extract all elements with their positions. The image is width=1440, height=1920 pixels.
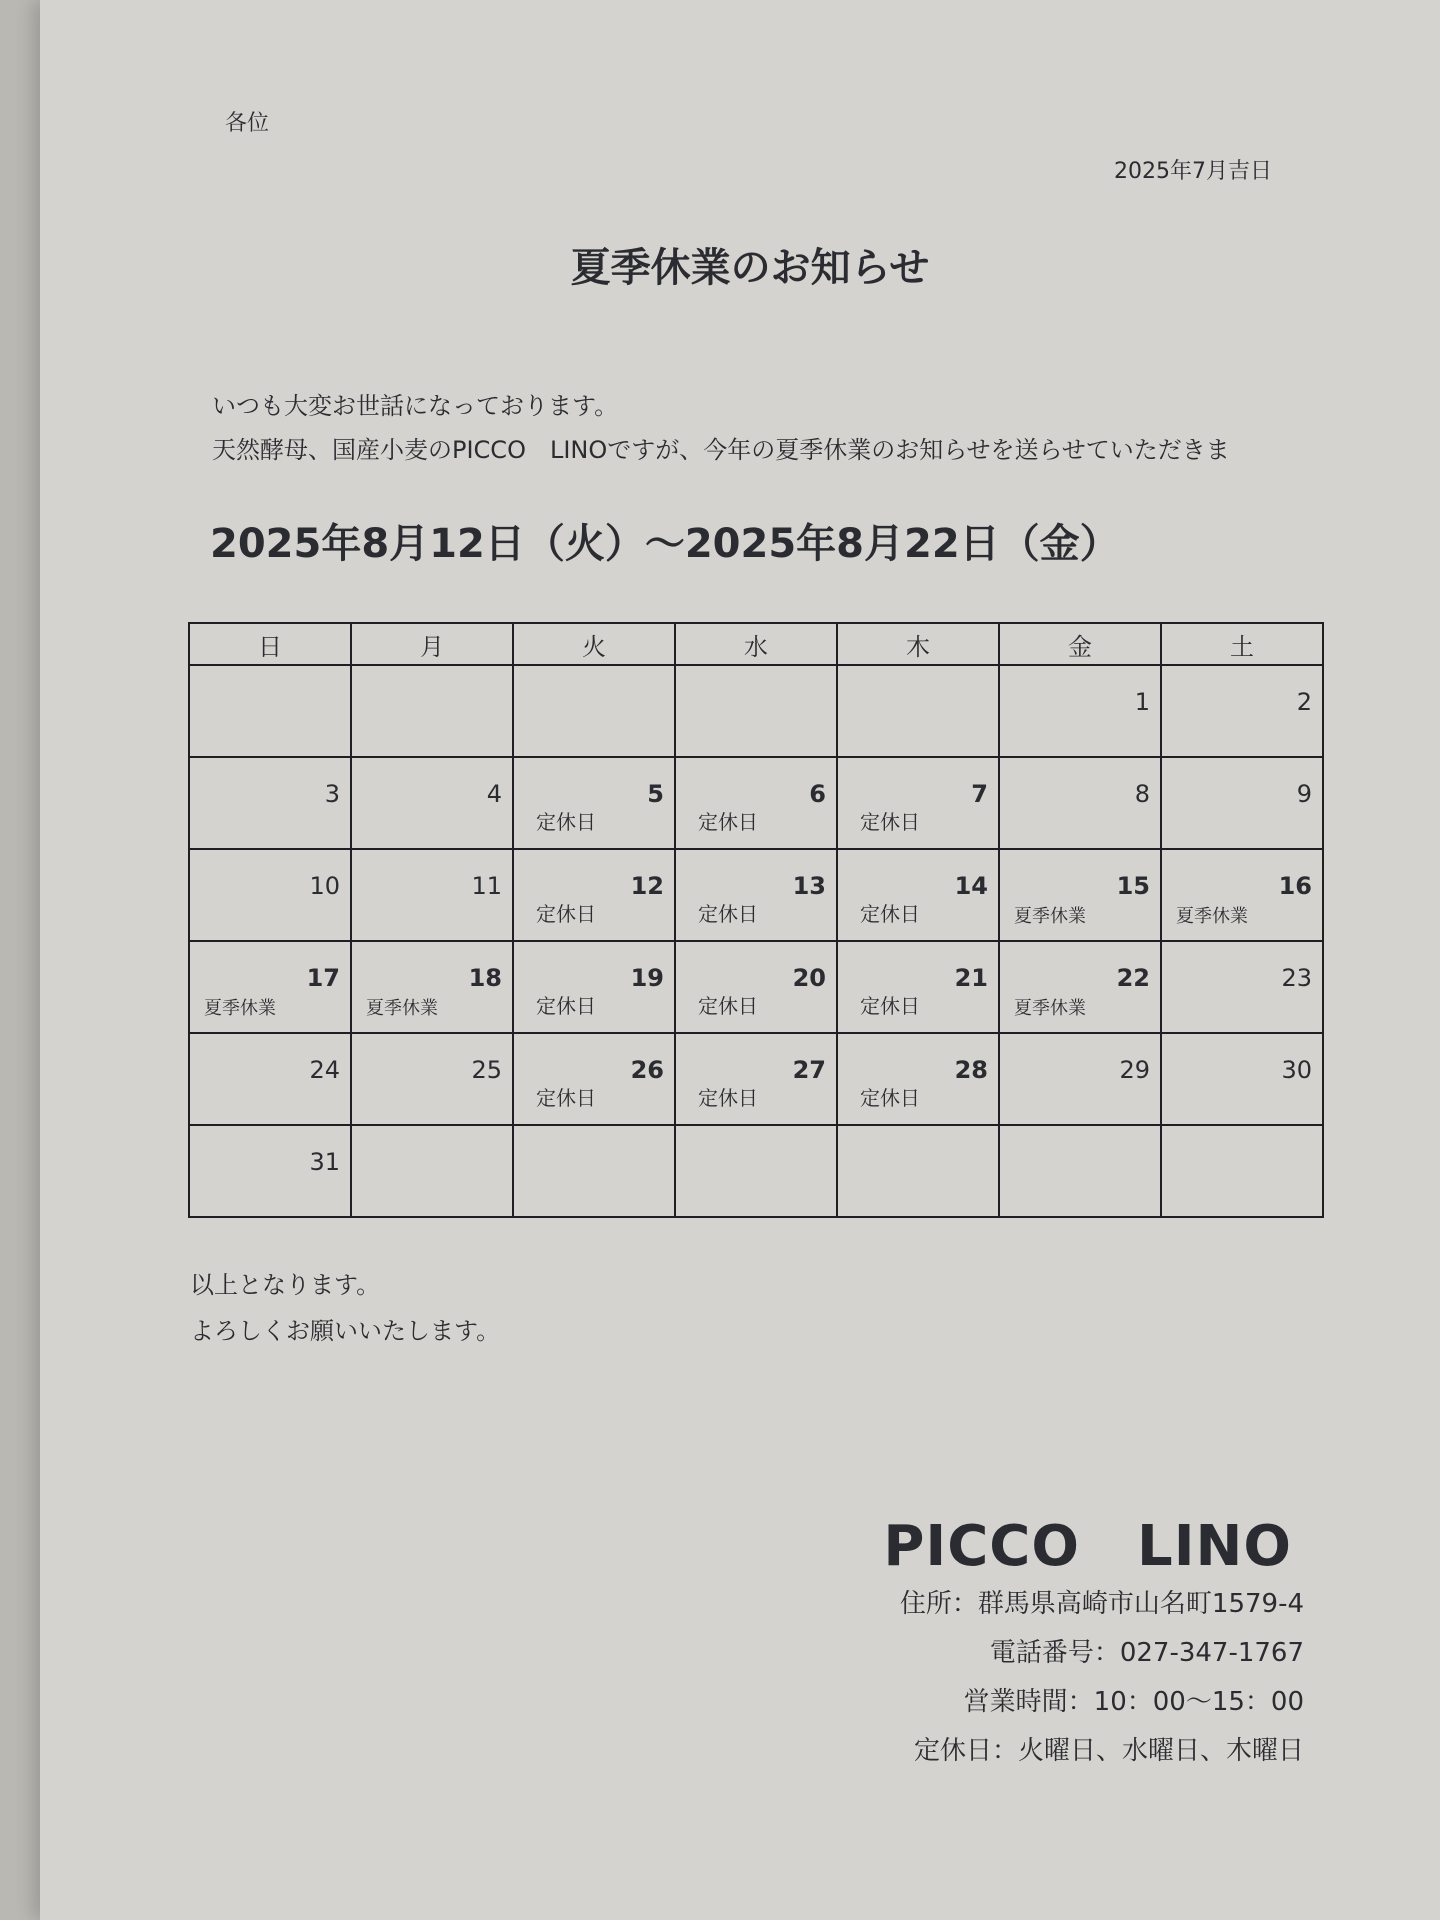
calendar-week-row	[189, 941, 1323, 1033]
calendar-day-cell	[1161, 1033, 1323, 1125]
issue-date: 2025年7月吉日	[1114, 159, 1272, 184]
calendar-day-cell	[1161, 757, 1323, 849]
day-number: 7	[971, 780, 988, 808]
calendar-body	[189, 665, 1323, 1217]
calendar-day-cell	[999, 665, 1161, 757]
day-number: 21	[954, 964, 988, 992]
day-note: 定休日	[860, 994, 920, 1018]
calendar-day-cell	[189, 941, 351, 1033]
weekday-header-row	[189, 623, 1323, 665]
holiday-period: 2025年8月12日（火）～2025年8月22日（金）	[210, 521, 1120, 567]
day-number: 20	[792, 964, 826, 992]
weekday-wed: 水	[675, 623, 837, 665]
calendar-day-cell	[837, 941, 999, 1033]
day-number: 24	[309, 1056, 340, 1084]
closing-line: よろしくお願いいたします。	[190, 1317, 501, 1345]
calendar-day-cell	[999, 757, 1161, 849]
shop-name: PICCO LINO	[883, 1514, 1292, 1579]
calendar-day-cell	[513, 1125, 675, 1217]
day-number: 4	[486, 780, 502, 808]
calendar-week-row	[189, 1033, 1323, 1125]
day-number: 28	[954, 1056, 988, 1084]
shop-hours: 営業時間：10：00～15：00	[963, 1687, 1304, 1717]
calendar-day-cell	[999, 941, 1161, 1033]
day-number: 10	[309, 872, 340, 900]
august-calendar	[188, 622, 1324, 1218]
day-number: 18	[468, 964, 502, 992]
calendar-day-cell	[837, 757, 999, 849]
shop-holidays: 定休日：火曜日、水曜日、木曜日	[913, 1736, 1304, 1766]
calendar-day-cell	[351, 757, 513, 849]
calendar-day-cell	[351, 941, 513, 1033]
day-note: 定休日	[536, 810, 596, 834]
weekday-sun: 日	[189, 623, 351, 665]
calendar-day-cell	[189, 1033, 351, 1125]
day-note: 夏季休業	[366, 998, 438, 1019]
day-number: 11	[471, 872, 502, 900]
closing-line: 以上となります。	[190, 1271, 381, 1299]
calendar-day-cell	[675, 941, 837, 1033]
greeting-line: いつも大変お世話になっております。	[212, 392, 619, 420]
calendar-day-cell	[351, 1033, 513, 1125]
day-number: 14	[954, 872, 988, 900]
calendar-day-cell	[675, 1125, 837, 1217]
calendar-day-cell	[189, 849, 351, 941]
calendar-day-cell	[513, 941, 675, 1033]
calendar-week-row	[189, 849, 1323, 941]
calendar-day-cell	[1161, 849, 1323, 941]
day-note: 定休日	[698, 1086, 758, 1110]
shop-info	[900, 1580, 1304, 1776]
day-number: 1	[1134, 688, 1150, 716]
calendar-day-cell	[675, 1033, 837, 1125]
calendar-day-cell	[189, 757, 351, 849]
day-number: 25	[471, 1056, 502, 1084]
greeting	[212, 384, 1230, 472]
day-number: 5	[647, 780, 664, 808]
day-number: 31	[309, 1148, 340, 1176]
day-number: 30	[1281, 1056, 1312, 1084]
day-number: 26	[630, 1056, 664, 1084]
weekday-sat: 土	[1161, 623, 1323, 665]
weekday-thu: 木	[837, 623, 999, 665]
weekday-tue: 火	[513, 623, 675, 665]
calendar-day-cell	[351, 849, 513, 941]
day-number: 8	[1134, 780, 1150, 808]
weekday-fri: 金	[999, 623, 1161, 665]
calendar-day-cell	[837, 849, 999, 941]
calendar-day-cell	[351, 1125, 513, 1217]
calendar-day-cell	[999, 849, 1161, 941]
calendar-day-cell	[513, 757, 675, 849]
calendar-day-cell	[999, 1033, 1161, 1125]
calendar-day-cell	[513, 665, 675, 757]
calendar-day-cell	[837, 665, 999, 757]
day-number: 9	[1296, 780, 1312, 808]
day-number: 2	[1296, 688, 1312, 716]
calendar-day-cell	[1161, 941, 1323, 1033]
day-note: 定休日	[698, 994, 758, 1018]
notice-paper	[40, 0, 1440, 1920]
calendar-day-cell	[675, 849, 837, 941]
day-number: 19	[630, 964, 664, 992]
calendar-day-cell	[675, 757, 837, 849]
calendar-day-cell	[1161, 1125, 1323, 1217]
weekday-mon: 月	[351, 623, 513, 665]
greeting-line: 天然酵母、国産小麦のPICCO LINOですが、今年の夏季休業のお知らせを送らせていただきま	[212, 436, 1230, 464]
day-note: 定休日	[860, 1086, 920, 1110]
day-note: 夏季休業	[1176, 906, 1248, 927]
calendar-week-row	[189, 757, 1323, 849]
day-number: 22	[1116, 964, 1150, 992]
shop-phone: 電話番号：027-347-1767	[989, 1638, 1304, 1668]
calendar-day-cell	[189, 1125, 351, 1217]
day-note: 定休日	[536, 1086, 596, 1110]
day-number: 29	[1119, 1056, 1150, 1084]
day-number: 16	[1278, 872, 1312, 900]
addressee: 各位	[225, 111, 270, 136]
calendar-day-cell	[189, 665, 351, 757]
calendar-week-row	[189, 665, 1323, 757]
day-note: 定休日	[860, 810, 920, 834]
day-note: 定休日	[536, 902, 596, 926]
shop-address: 住所：群馬県高崎市山名町1579-4	[899, 1589, 1304, 1619]
closing	[190, 1262, 500, 1354]
day-note: 定休日	[698, 902, 758, 926]
day-note: 定休日	[860, 902, 920, 926]
day-number: 23	[1281, 964, 1312, 992]
day-number: 15	[1116, 872, 1150, 900]
calendar-day-cell	[837, 1125, 999, 1217]
day-note: 夏季休業	[1014, 998, 1086, 1019]
calendar-day-cell	[999, 1125, 1161, 1217]
day-number: 12	[630, 872, 664, 900]
calendar-week-row	[189, 1125, 1323, 1217]
calendar-day-cell	[351, 665, 513, 757]
calendar-day-cell	[513, 849, 675, 941]
calendar-day-cell	[837, 1033, 999, 1125]
calendar-day-cell	[675, 665, 837, 757]
day-number: 17	[306, 964, 340, 992]
day-number: 6	[809, 780, 826, 808]
day-number: 27	[792, 1056, 826, 1084]
day-note: 夏季休業	[1014, 906, 1086, 927]
day-number: 13	[792, 872, 826, 900]
notice-title: 夏季休業のお知らせ	[570, 245, 930, 291]
day-number: 3	[324, 780, 340, 808]
calendar-day-cell	[513, 1033, 675, 1125]
calendar-day-cell	[1161, 665, 1323, 757]
day-note: 定休日	[536, 994, 596, 1018]
day-note: 夏季休業	[204, 998, 276, 1019]
day-note: 定休日	[698, 810, 758, 834]
